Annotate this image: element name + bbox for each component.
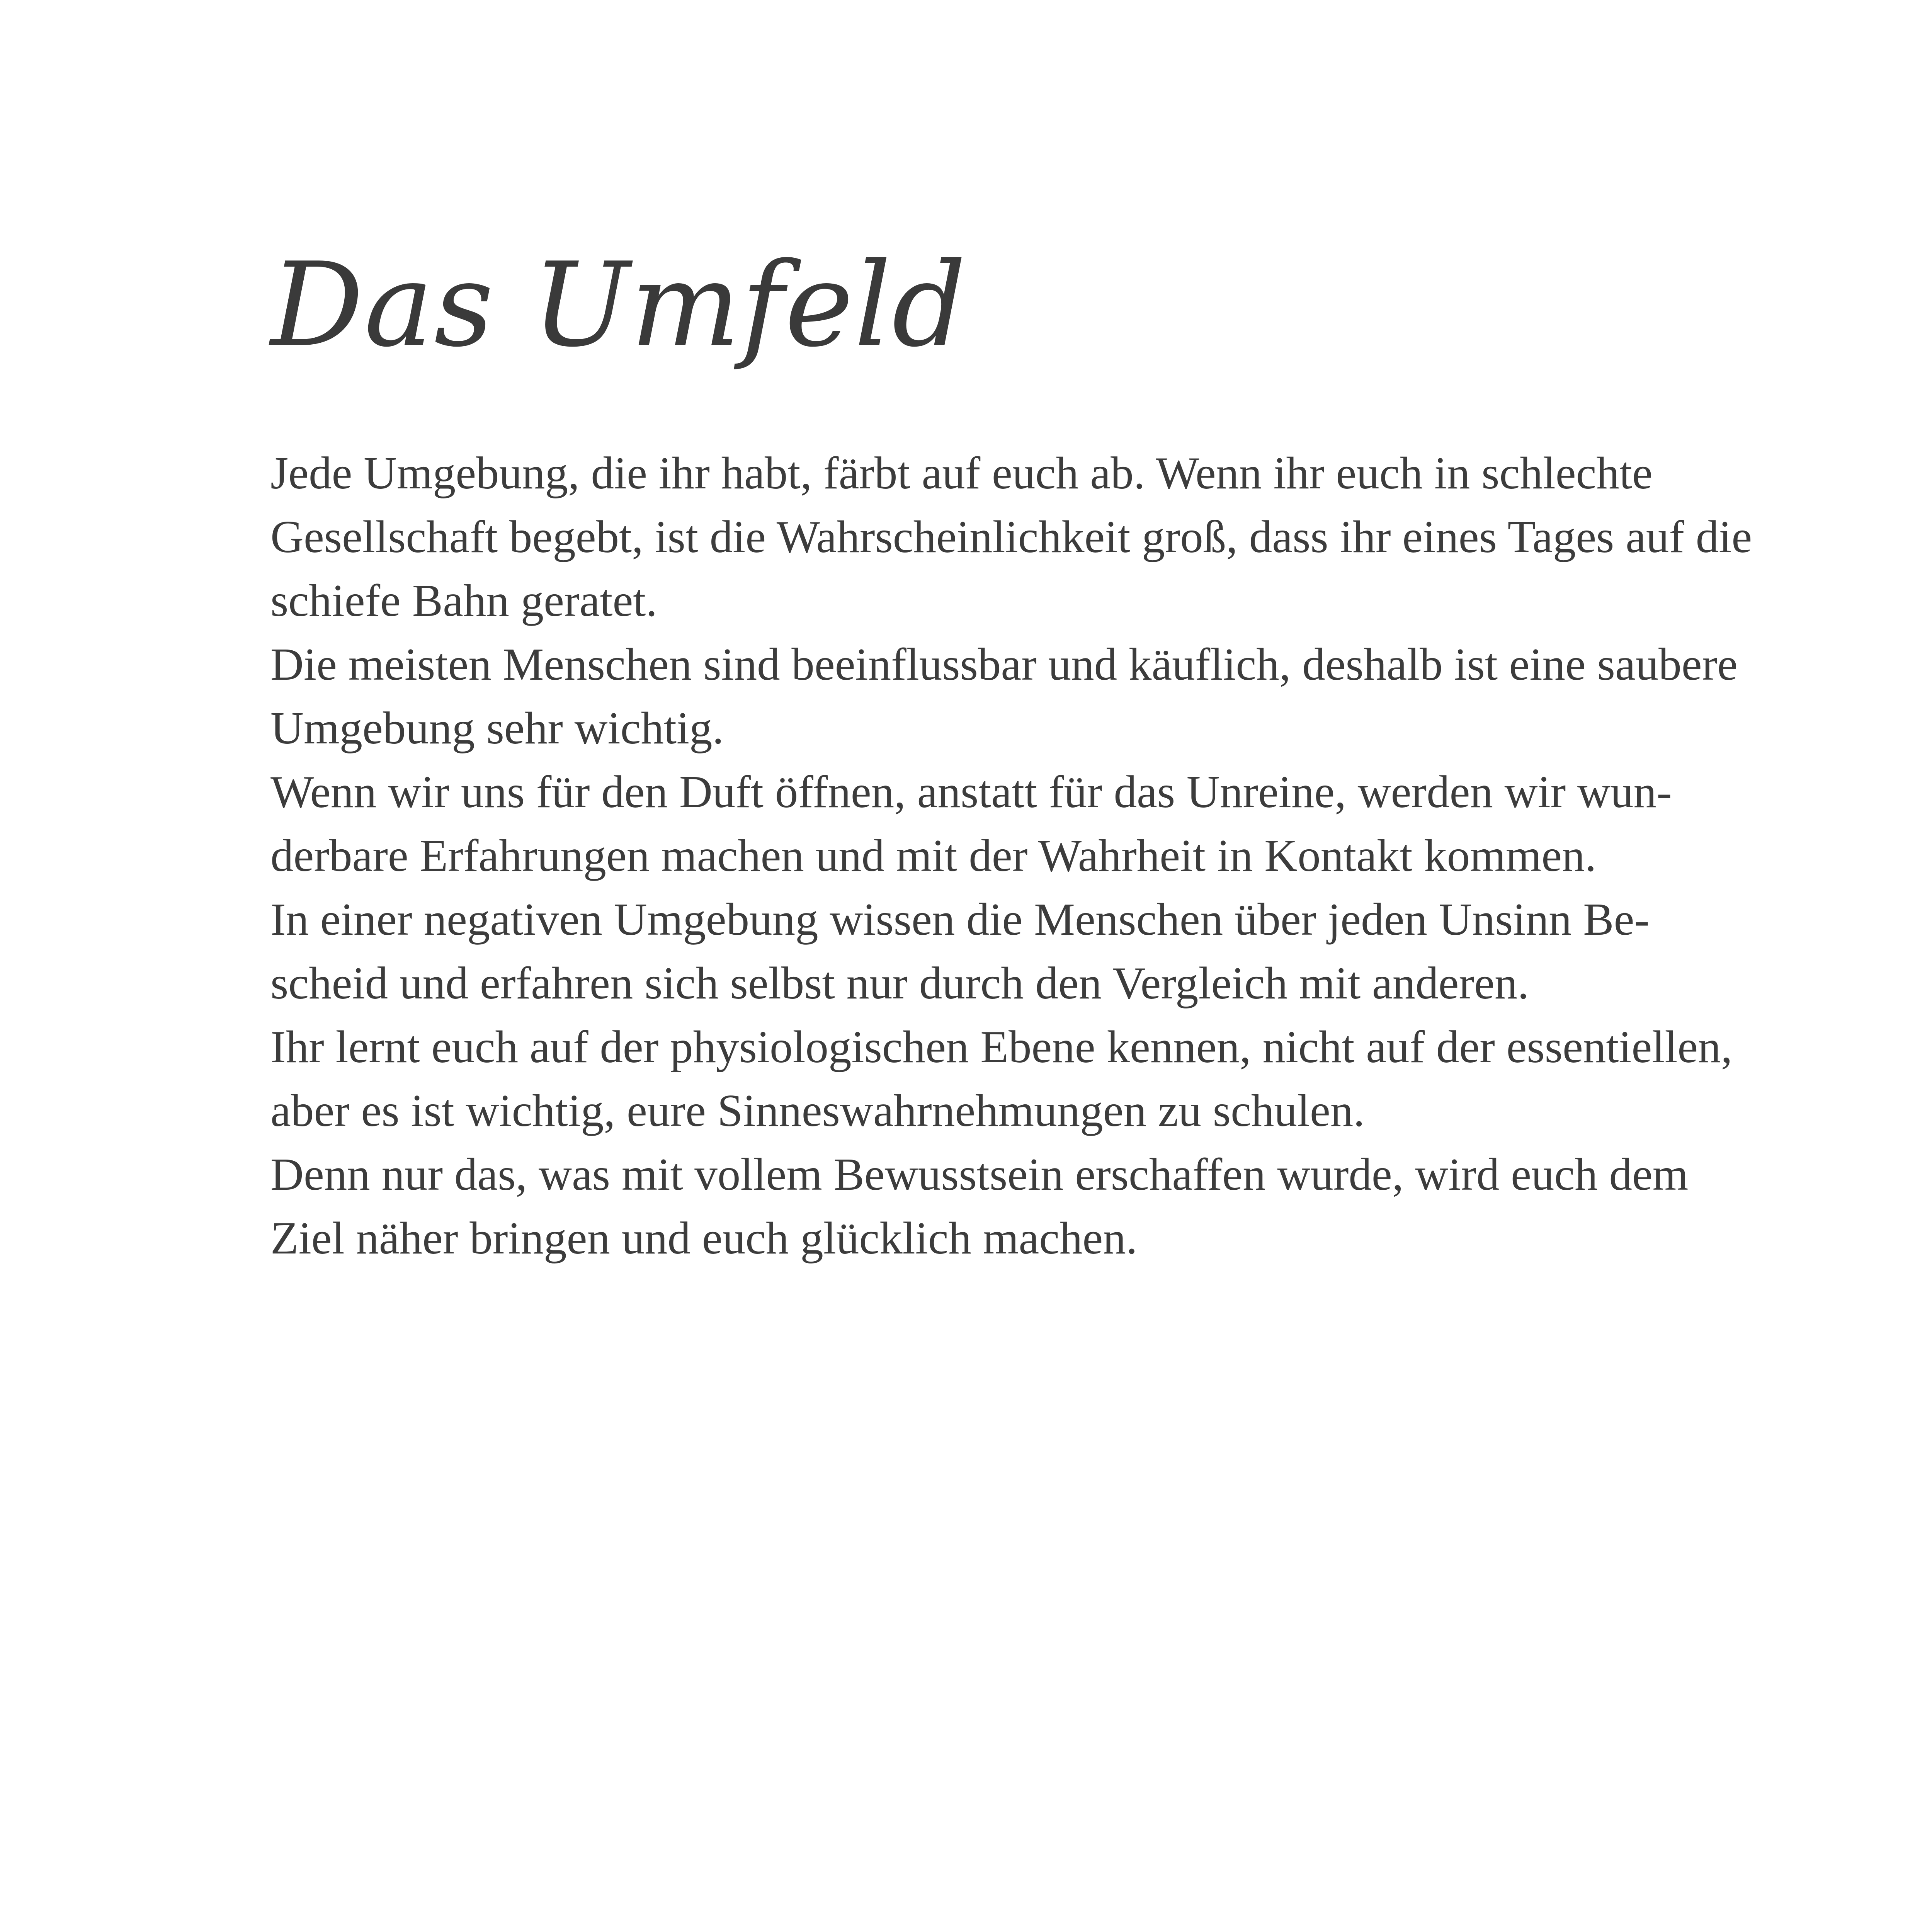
page-title: Das Umfeld — [270, 238, 967, 372]
text-line-2: Gesellschaft begebt, ist die Wahrscheinlichkeit groß, dass ihr eines Tages auf die — [270, 511, 1752, 562]
text-line-12: Denn nur das, was mit vollem Bewusstsein erschaffen wurde, wird euch dem — [270, 1149, 1689, 1200]
text-line-7: derbare Erfahrungen machen und mit der Wahrheit in Kontakt kommen. — [270, 830, 1597, 881]
text-line-5: Umgebung sehr wichtig. — [270, 702, 724, 753]
text-line-10: Ihr lernt euch auf der physiologischen Ebene kennen, nicht auf der essentiellen, — [270, 1021, 1733, 1072]
text-line-1: Jede Umgebung, die ihr habt, färbt auf euch ab. Wenn ihr euch in schlechte — [270, 447, 1653, 498]
body-text — [270, 441, 1777, 1270]
text-line-8: In einer negativen Umgebung wissen die Menschen über jeden Unsinn Be- — [270, 894, 1650, 945]
text-line-13: Ziel näher bringen und euch glücklich machen. — [270, 1213, 1138, 1264]
text-line-6: Wenn wir uns für den Duft öffnen, anstatt für das Unreine, werden wir wun- — [270, 766, 1672, 817]
text-line-11: aber es ist wichtig, eure Sinneswahrnehmungen zu schulen. — [270, 1085, 1365, 1136]
text-line-9: scheid und erfahren sich selbst nur durch den Vergleich mit anderen. — [270, 957, 1529, 1009]
text-line-4: Die meisten Menschen sind beeinflussbar und käuflich, deshalb ist eine saubere — [270, 639, 1738, 690]
text-line-3: schiefe Bahn geratet. — [270, 575, 658, 626]
